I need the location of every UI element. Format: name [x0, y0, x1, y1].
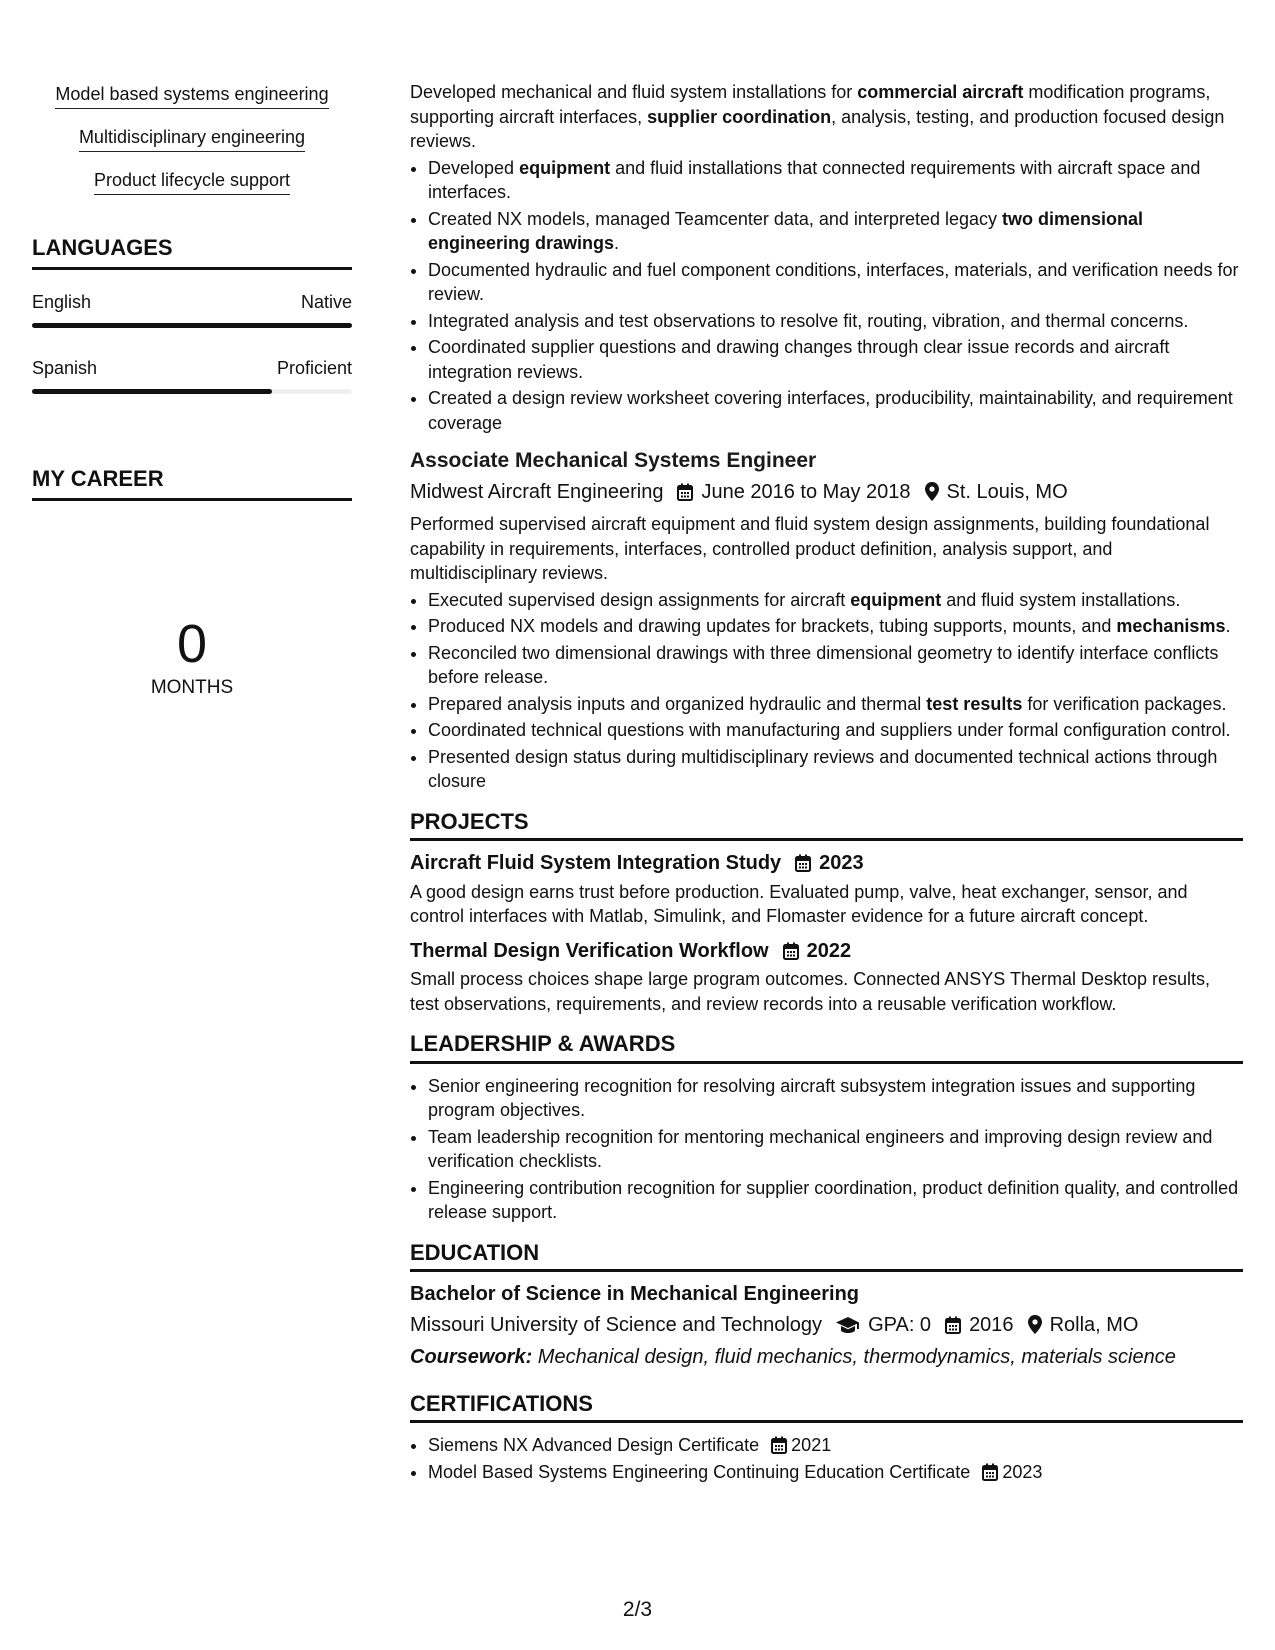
career-duration-unit: MONTHS: [150, 677, 234, 698]
school-name: Missouri University of Science and Technology: [410, 1313, 823, 1336]
job-bullet: • Produced NX models and drawing updates for brackets, tubing supports, mounts, and mechanisms.: [428, 614, 1243, 639]
graduation-year: 2016: [969, 1313, 1014, 1336]
project-year: 2023: [819, 852, 864, 874]
language-item: [32, 358, 352, 394]
awards-heading: LEADERSHIP & AWARDS: [410, 1032, 1243, 1064]
language-proficiency-bar: [32, 323, 352, 328]
bold-keyword: supplier coordination: [647, 106, 832, 127]
job-bullet: • Coordinated supplier questions and drawing changes through clear issue records and aircraft integration reviews.: [428, 335, 1243, 384]
certification-year: 2021: [791, 1435, 832, 1455]
skill-tag: Product lifecycle support: [94, 170, 290, 195]
education-meta: [410, 1313, 1243, 1338]
job-bullet: • Integrated analysis and test observations to resolve fit, routing, vibration, and thermal concerns.: [428, 309, 1243, 334]
certifications-list: [410, 1433, 1243, 1484]
bold-keyword: two dimensional engineering drawings: [428, 208, 1144, 253]
language-level: Native: [300, 292, 352, 312]
coursework: [410, 1345, 1243, 1370]
languages-heading: LANGUAGES: [32, 235, 352, 270]
project-title: Aircraft Fluid System Integration Study: [410, 852, 782, 874]
job-entry: [410, 449, 1243, 794]
certification-item: [428, 1433, 1243, 1458]
job-bullet: • Prepared analysis inputs and organized hydraulic and thermal test results for verification packages.: [428, 692, 1243, 717]
education-heading: EDUCATION: [410, 1241, 1243, 1273]
certification-name: • Siemens NX Advanced Design Certificate: [428, 1435, 760, 1455]
job-summary: Developed mechanical and fluid system installations for commercial aircraft modification programs, supporting aircraft interfaces, supplier coordination, analysis, testing, and production focused design reviews.: [410, 82, 1225, 151]
job-bullet: • Presented design status during multidisciplinary reviews and documented technical actions through closure: [428, 745, 1243, 794]
job-title: Associate Mechanical Systems Engineer: [410, 449, 817, 472]
page-number: 2/3: [622, 1598, 653, 1621]
calendar-icon: [795, 854, 811, 872]
language-level: Proficient: [276, 358, 352, 378]
job-bullet: • Reconciled two dimensional drawings with three dimensional geometry to identify interface conflicts before release.: [428, 641, 1243, 690]
school-location: Rolla, MO: [1049, 1313, 1139, 1336]
certification-name: • Model Based Systems Engineering Continuing Education Certificate: [428, 1461, 971, 1482]
awards-list: [410, 1074, 1243, 1225]
job-bullet: • Created NX models, managed Teamcenter data, and interpreted legacy two dimensional engineering drawings.: [428, 207, 1243, 256]
job-entry: [410, 80, 1243, 435]
skill-tag: Multidisciplinary engineering: [79, 127, 305, 152]
career-duration-value: 0: [176, 614, 208, 674]
language-name: English: [32, 292, 92, 312]
bold-keyword: equipment: [850, 589, 942, 610]
job-bullet: • Executed supervised design assignments for aircraft equipment and fluid system installations.: [428, 588, 1243, 613]
career-heading: MY CAREER: [32, 466, 352, 501]
award-item: • Senior engineering recognition for resolving aircraft subsystem integration issues and supporting program objectives.: [428, 1074, 1243, 1123]
degree-title: Bachelor of Science in Mechanical Engineering: [410, 1283, 860, 1305]
language-name: Spanish: [32, 358, 98, 378]
bold-keyword: equipment: [519, 157, 611, 178]
job-bullets: [410, 588, 1243, 794]
certifications-heading: CERTIFICATIONS: [410, 1392, 1243, 1424]
project-description: Small process choices shape large program outcomes. Connected ANSYS Thermal Desktop results, test observations, requirements, and review records into a reusable verification workflow.: [410, 969, 1211, 1014]
coursework-label: Coursework:: [410, 1346, 533, 1368]
project-title: Thermal Design Verification Workflow: [410, 939, 769, 962]
bold-keyword: commercial aircraft: [857, 82, 1024, 102]
project-entry: [410, 851, 1243, 929]
language-proficiency-fill: [32, 389, 272, 394]
job-bullet: • Created a design review worksheet covering interfaces, producibility, maintainability, and requirement coverage: [428, 386, 1243, 435]
skill-tag: Model based systems engineering: [55, 84, 328, 109]
project-year: 2022: [806, 939, 852, 962]
job-summary: Performed supervised aircraft equipment and fluid system design assignments, building foundational capability in requirements, interfaces, controlled product definition, analysis support, and multidisciplinary reviews.: [410, 514, 1210, 583]
graduation-cap-icon: [836, 1316, 860, 1334]
job-bullet: • Developed equipment and fluid installations that connected requirements with aircraft space and interfaces.: [428, 156, 1243, 205]
bold-keyword: test results: [926, 693, 1023, 714]
projects-heading: PROJECTS: [410, 810, 1243, 842]
job-bullet: • Coordinated technical questions with manufacturing and suppliers under formal configuration control.: [428, 718, 1243, 743]
map-pin-icon: [1028, 1315, 1042, 1334]
certification-item: [428, 1460, 1243, 1485]
job-meta: [410, 480, 1243, 505]
job-dates: June 2016 to May 2018: [701, 480, 911, 503]
award-item: • Team leadership recognition for mentoring mechanical engineers and improving design review and verification checklists.: [428, 1125, 1243, 1174]
project-description: A good design earns trust before production. Evaluated pump, valve, heat exchanger, sensor, and control interfaces with Matlab, Simulink, and Flomaster evidence for a future aircraft concept.: [410, 881, 1188, 926]
skills-list: [32, 84, 352, 195]
job-bullet: • Documented hydraulic and fuel component conditions, interfaces, materials, and verification needs for review.: [428, 258, 1243, 307]
left-column: [32, 84, 352, 699]
project-entry: [410, 939, 1243, 1017]
calendar-icon: [945, 1316, 961, 1334]
job-location: St. Louis, MO: [946, 480, 1068, 503]
certification-year: 2023: [1002, 1461, 1043, 1482]
bold-keyword: mechanisms: [1116, 616, 1226, 636]
language-item: [32, 292, 352, 328]
language-proficiency-bar: [32, 389, 352, 394]
right-column: [410, 80, 1243, 1490]
company-name: Midwest Aircraft Engineering: [410, 480, 664, 503]
calendar-icon: [677, 483, 693, 501]
language-proficiency-fill: [32, 323, 352, 328]
map-pin-icon: [925, 482, 939, 501]
coursework-list: Mechanical design, fluid mechanics, thermodynamics, materials science: [532, 1346, 1176, 1368]
calendar-icon: [783, 942, 799, 960]
calendar-icon: [982, 1463, 998, 1481]
calendar-icon: [771, 1436, 787, 1454]
gpa: GPA: 0: [868, 1313, 932, 1336]
award-item: • Engineering contribution recognition for supplier coordination, product definition quality, and controlled release support.: [428, 1176, 1243, 1225]
job-bullets: [410, 156, 1243, 436]
education-entry: [410, 1282, 1243, 1370]
